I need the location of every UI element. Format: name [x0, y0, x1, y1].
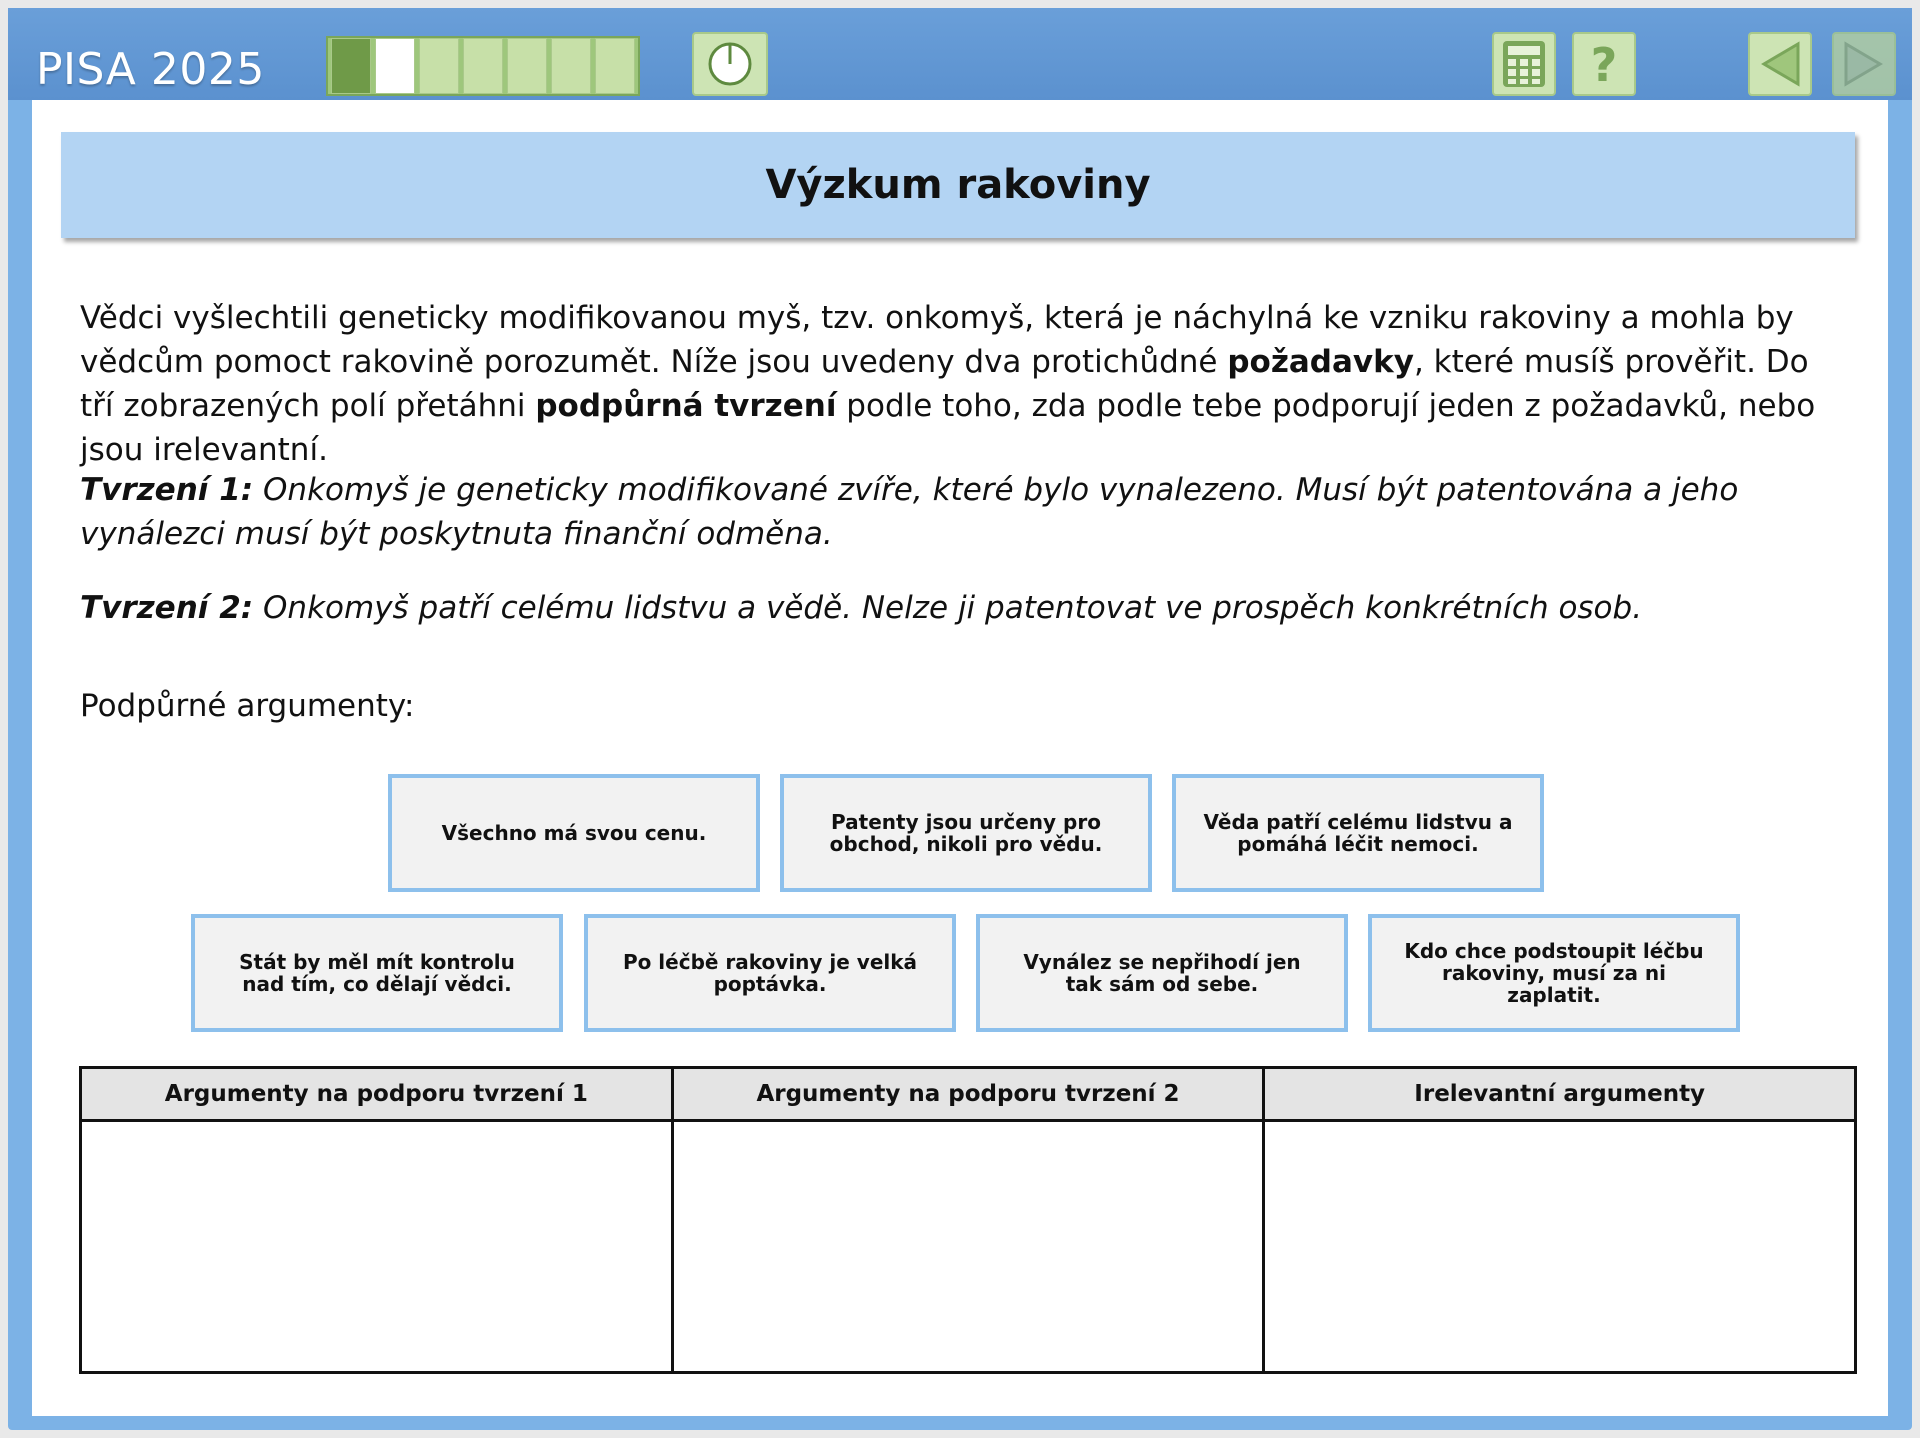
progress-segment	[463, 38, 503, 94]
back-button[interactable]	[1748, 32, 1812, 96]
brand-logo: PISA 2025	[36, 44, 265, 95]
column-header: Irelevantní argumenty	[1265, 1069, 1854, 1122]
drop-table	[79, 1066, 1857, 1374]
task-instructions	[80, 296, 1840, 472]
instructions-text: podle toho, zda podle tebe podporují jeden z požadavků, nebo jsou irelevantní.	[80, 388, 1816, 468]
progress-segment	[375, 38, 415, 94]
instructions-bold: požadavky	[1227, 344, 1414, 380]
svg-text:?: ?	[1590, 39, 1618, 89]
drop-column-claim-2	[674, 1069, 1266, 1371]
drop-zone-claim-2[interactable]	[674, 1122, 1263, 1371]
argument-card[interactable]: Patenty jsou určeny pro obchod, nikoli pro vědu.	[780, 774, 1152, 892]
claim-label: Tvrzení 2:	[80, 590, 254, 626]
progress-indicator	[326, 36, 640, 96]
drop-column-irrelevant	[1265, 1069, 1854, 1371]
argument-card[interactable]: Vynález se nepřihodí jen tak sám od sebe.	[976, 914, 1348, 1032]
progress-segment	[551, 38, 591, 94]
progress-segment	[419, 38, 459, 94]
help-button[interactable]	[1572, 32, 1636, 96]
argument-card[interactable]: Věda patří celému lidstvu a pomáhá léčit nemoci.	[1172, 774, 1544, 892]
column-header: Argumenty na podporu tvrzení 2	[674, 1069, 1263, 1122]
arguments-label: Podpůrné argumenty:	[80, 688, 415, 724]
column-header: Argumenty na podporu tvrzení 1	[82, 1069, 671, 1122]
argument-card[interactable]: Po léčbě rakoviny je velká poptávka.	[584, 914, 956, 1032]
claim-label: Tvrzení 1:	[80, 472, 254, 508]
next-button[interactable]	[1832, 32, 1896, 96]
page-title: Výzkum rakoviny	[765, 162, 1151, 208]
timer-button[interactable]	[692, 32, 768, 96]
argument-card[interactable]: Všechno má svou cenu.	[388, 774, 760, 892]
arrow-right-icon	[1842, 40, 1886, 88]
help-icon	[1584, 39, 1624, 89]
drop-column-claim-1	[82, 1069, 674, 1371]
claim-2	[80, 586, 1840, 630]
drop-zone-claim-1[interactable]	[82, 1122, 671, 1371]
argument-card[interactable]: Kdo chce podstoupit léčbu rakoviny, musí za ni zaplatit.	[1368, 914, 1740, 1032]
claim-text: Onkomyš patří celému lidstvu a vědě. Nelze ji patentovat ve prospěch konkrétních osob.	[253, 590, 1643, 626]
calculator-icon	[1501, 39, 1547, 89]
claim-1	[80, 468, 1840, 556]
progress-segment	[507, 38, 547, 94]
task-title-bar	[61, 132, 1855, 238]
drop-zone-irrelevant[interactable]	[1265, 1122, 1854, 1371]
calculator-button[interactable]	[1492, 32, 1556, 96]
instructions-text: Vědci vyšlechtili geneticky modifikovanou myš, tzv. onkomyš, která je náchylná ke vzniku rakoviny a mohla by vědcům pomoct rakovině porozumět. Níže jsou uvedeny dva protichůdné	[80, 300, 1794, 380]
instructions-text: , které musíš prověřit. Do tří zobrazených polí přetáhni	[80, 344, 1809, 424]
claim-text: Onkomyš je geneticky modifikované zvíře, které bylo vynalezeno. Musí být patentována a jeho vynálezci musí být poskytnuta finanční odměna.	[80, 472, 1739, 552]
timer-icon	[706, 40, 754, 88]
argument-card[interactable]: Stát by měl mít kontrolu nad tím, co dělají vědci.	[191, 914, 563, 1032]
progress-segment	[331, 38, 371, 94]
progress-segment	[595, 38, 635, 94]
top-bar	[8, 8, 1912, 100]
arrow-left-icon	[1758, 40, 1802, 88]
instructions-bold: podpůrná tvrzení	[535, 388, 837, 424]
